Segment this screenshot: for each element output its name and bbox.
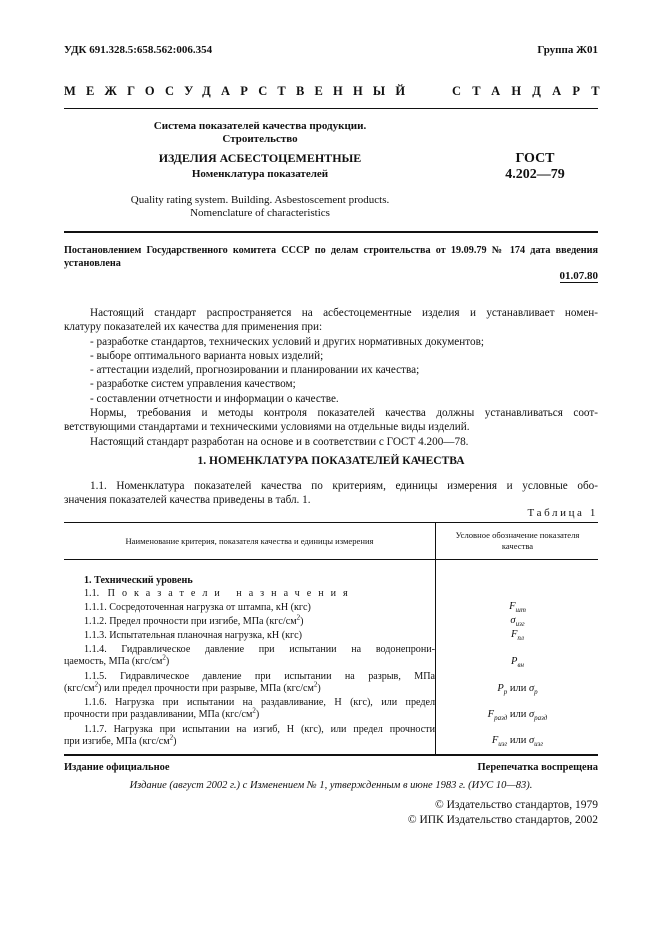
copyright-2002: © ИПК Издательство стандартов, 2002 [407,814,598,826]
banner-interstate: МЕЖГОСУДАРСТВЕННЫЙ [64,84,416,98]
footer-official: Издание официальное [64,762,170,773]
table-label: Таблица 1 [527,507,598,519]
bullet-item: - аттестации изделий, прогнозировании и планировании их качества; [90,364,420,377]
sym-letter: F [487,709,495,720]
title-english-line1: Quality rating system. Building. Asbestoscement products. [130,194,390,206]
sym-subscript: вн [517,661,524,670]
bullet-item: - разработке стандартов, технических условий и других нормативных документов; [90,335,484,348]
table-row-1-1-6 [64,697,435,722]
table-col2-header [437,530,598,552]
decree-date: 01.07.80 [559,270,598,282]
table-bottom-rule [64,754,598,756]
table-row-1-1-7 [64,724,435,749]
row-text: (кгс/см [64,683,95,695]
intro-bullets [64,335,598,406]
bullet-item: - составлении отчетности и информации о качестве. [90,392,339,405]
bullet-item: - разработке систем управления качеством; [90,378,296,391]
section1-p-line1: 1.1. Номенклатура показателей качества по критериям, единицы измерения и условные обо- [90,480,598,492]
row-line1: 1.1.5. Гидравлическое давление при испытании на разрыв, МПа [84,671,435,682]
row-text: 1.1.2. Предел прочности при изгибе, МПа (кгс/см [84,616,297,627]
subgroup-title: Показатели назначения [107,588,355,599]
row-line1: 1.1.7. Нагрузка при испытании на изгиб, Н (кгс), или предел прочности [84,724,435,735]
row-text-mid: ) или предел прочности при разрыве, МПа (кгс/см [98,683,314,695]
sym-subscript: пл [517,634,524,643]
gost-label: ГОСТ [515,151,555,166]
title-subtitle: Номенклатура показателей [191,168,329,180]
intro-text [64,306,598,449]
row-line2 [64,683,435,695]
header-rule [64,108,598,109]
subgroup-number: 1.1. [84,588,100,599]
table-col2-header-line2: качества [501,541,534,551]
row-text: прочности при раздавливании, МПа (кгс/см [64,709,253,721]
row-text-end: ) [255,709,260,721]
sym-or: или [507,735,529,746]
sym-letter: F [491,735,499,746]
table-col1-header: Наименование критерия, показателя качества и единицы измерения [125,536,374,546]
banner-standard: СТАНДАРТ [452,84,611,98]
row-sup: 2 [313,681,318,690]
decree-line1: Постановлением Государственного комитета СССР по делам строительства от 19.09.79 № 174 дата введения [64,245,598,256]
section1-heading: 1. НОМЕНКЛАТУРА ПОКАЗАТЕЛЕЙ КАЧЕСТВА [197,455,465,467]
copyright-1979: © Издательство стандартов, 1979 [434,799,598,811]
row-line1: 1.1.4. Гидравлическое давление при испытании на водонепрони- [84,644,435,655]
table-subgroup [84,588,355,600]
title-product: ИЗДЕЛИЯ АСБЕСТОЦЕМЕНТНЫЕ [158,151,362,165]
sym-letter: σ [528,735,535,746]
title-system-line2: Строительство [222,133,298,145]
title-rule [64,231,598,233]
table-column-divider [435,522,436,755]
row-line2 [64,709,435,721]
sym-letter: σ [528,709,535,720]
row-text-end: ) [173,736,177,748]
sym-subscript: изг [515,620,525,629]
intro-p3: Настоящий стандарт разработан на основе и в соответствии с ГОСТ 4.200—78. [90,435,469,448]
row-sup: 2 [296,613,301,622]
sym-letter: P [497,683,504,694]
table-row-1-1-5 [64,671,435,696]
sym-letter: F [509,601,516,612]
section1-p-line2: значения показателей качества приведены в табл. 1. [64,494,311,507]
row-text-end: ) [165,656,170,668]
sym-subscript: изг [498,740,508,749]
sym-letter: F [511,629,518,640]
udk-code: УДК 691.328.5:658.562:006.354 [64,44,213,56]
row-line2 [64,656,435,668]
intro-p1-line2: клатуру показателей их качества для применения при: [64,321,323,334]
sym-subscript: шт [515,606,526,615]
row-sup: 2 [169,734,174,743]
row-sup: 2 [162,654,166,663]
table-group-title: 1. Технический уровень [84,575,193,586]
table-top-rule [64,522,598,523]
gost-designation [495,151,575,183]
sym-letter: σ [528,683,535,694]
row-line1: 1.1.6. Нагрузка при испытании на раздавливание, Н (кгс), или предел [84,697,435,708]
row-text-end: ) [300,616,304,627]
group-code: Группа Ж01 [537,44,598,56]
table-header-rule [64,559,598,560]
sym-subscript: разд [494,714,508,723]
row-text: при изгибе, МПа (кгс/см [64,736,170,748]
table-row-1-1-3: 1.1.3. Испытательная планочная нагрузка, кН (кгс) [84,630,302,641]
row-sup: 2 [94,681,99,690]
symbol-f-sht [437,601,598,614]
sym-or: или [507,683,529,694]
row-sup: 2 [252,707,256,716]
footer-reprint: Перепечатка воспрещена [477,762,598,773]
symbol-f-izg-or-sigma-izg [437,735,598,748]
sym-subscript: разд [534,714,548,723]
table-row-1-1-4 [64,644,435,669]
symbol-f-pl [437,629,598,642]
symbol-sigma-izg [437,615,598,628]
symbol-p-r-or-sigma-r [437,683,598,696]
symbol-p-vn [437,656,598,669]
decree-block [64,244,598,270]
decree-line2: установлена [64,258,121,269]
sym-subscript: р [534,688,538,697]
bullet-item: - выборе оптимального варианта новых изделий; [90,349,324,362]
row-text: цаемость, МПа (кгс/см [64,656,163,668]
footer-copyright [408,798,598,828]
sym-or: или [507,709,529,720]
sym-subscript: р [503,688,508,697]
intro-p2-line1: Нормы, требования и методы контроля показателей качества должны устанавливаться соот- [90,407,598,420]
intro-p2-line2: ветствующими стандартами и техническими условиями на отдельные виды изделий. [64,421,470,434]
title-system-line1: Система показателей качества продукции. [153,120,367,132]
gost-number: 4.202—79 [505,167,565,182]
title-system [150,120,370,146]
row-text-end: ) [317,683,321,695]
table-row-1-1-1: 1.1.1. Сосредоточенная нагрузка от штампа, кН (кгс) [84,602,311,613]
row-line2 [64,736,435,748]
symbol-f-razd-or-sigma-razd [437,709,598,722]
footer-edition: Издание (август 2002 г.) с Изменением № 1, утвержденным в июне 1983 г. (ИУС 10—83). [129,780,533,791]
intro-p1-line1: Настоящий стандарт распространяется на асбестоцементные изделия и устанавливает номен- [90,307,598,319]
table-row-1-1-2 [84,613,304,628]
title-english-line2: Nomenclature of characteristics [190,207,330,219]
table-col2-header-line1: Условное обозначение показателя [455,530,580,540]
sym-subscript: изг [534,740,544,749]
title-english [120,194,400,220]
sym-letter: σ [510,615,516,626]
sym-letter: P [511,656,518,667]
section1-paragraph [64,479,598,508]
